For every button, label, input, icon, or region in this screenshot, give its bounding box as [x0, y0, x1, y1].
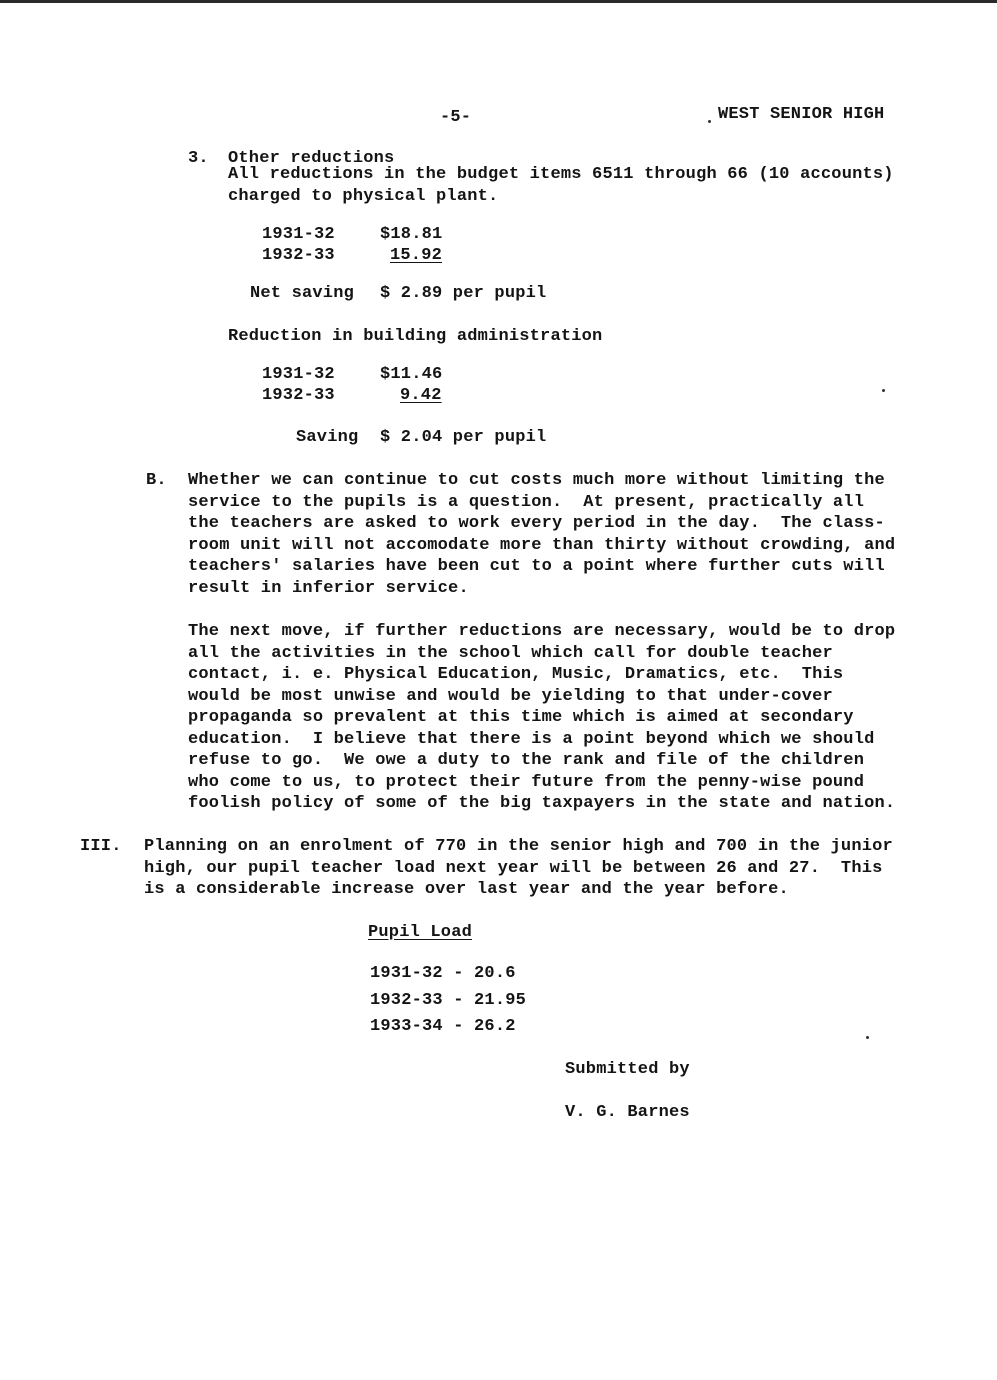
paragraph-line: teachers' salaries have been cut to a point where further cuts will [188, 557, 885, 576]
saving-value: $ 2.04 per pupil [380, 428, 547, 447]
paragraph-line: foolish policy of some of the big taxpayers in the state and nation. [188, 794, 896, 813]
paragraph-line: who come to us, to protect their future from the penny-wise pound [188, 773, 865, 792]
scan-speck [708, 120, 711, 123]
body-line: All reductions in the budget items 6511 through 66 (10 accounts) [228, 165, 894, 184]
top-edge-rule [0, 0, 997, 3]
pupil-load-row: 1933-34 - 26.2 [370, 1017, 516, 1036]
section-label: III. [80, 837, 122, 856]
body-line: charged to physical plant. [228, 187, 499, 206]
section-title: Other reductions [228, 149, 395, 168]
cost-value: $18.81 [380, 225, 443, 244]
paragraph-line: Whether we can continue to cut costs much more without limiting the [188, 471, 885, 490]
cost-value: $11.46 [380, 365, 443, 384]
pupil-load-row: 1931-32 - 20.6 [370, 964, 516, 983]
year-label: 1931-32 [262, 365, 335, 384]
paragraph-line: contact, i. e. Physical Education, Music, Dramatics, etc. This [188, 665, 844, 684]
paragraph-line: result in inferior service. [188, 579, 469, 598]
page-number: -5- [440, 108, 472, 127]
paragraph-line: education. I believe that there is a point beyond which we should [188, 730, 875, 749]
paragraph-line: all the activities in the school which call for double teacher [188, 644, 833, 663]
cost-value: 15.92 [390, 246, 443, 265]
year-label: 1932-33 [262, 386, 335, 405]
author-name: V. G. Barnes [565, 1103, 690, 1122]
section-label: B. [146, 471, 167, 490]
paragraph-line: service to the pupils is a question. At present, practically all [188, 493, 865, 512]
subsection-title: Reduction in building administration [228, 327, 603, 346]
paragraph-line: room unit will not accomodate more than thirty without crowding, and [188, 536, 896, 555]
paragraph-line: propaganda so prevalent at this time which is aimed at secondary [188, 708, 854, 727]
pupil-load-row: 1932-33 - 21.95 [370, 991, 527, 1010]
scan-speck [882, 389, 885, 392]
year-label: 1932-33 [262, 246, 335, 265]
paragraph-line: is a considerable increase over last year and the year before. [144, 880, 789, 899]
paragraph-line: high, our pupil teacher load next year will be between 26 and 27. This [144, 859, 883, 878]
submitted-by: Submitted by [565, 1060, 690, 1079]
saving-value: $ 2.89 per pupil [380, 284, 547, 303]
paragraph-line: The next move, if further reductions are necessary, would be to drop [188, 622, 896, 641]
year-label: 1931-32 [262, 225, 335, 244]
saving-label: Saving [296, 428, 359, 447]
item-number: 3. [188, 149, 209, 168]
paragraph-line: the teachers are asked to work every period in the day. The class- [188, 514, 885, 533]
paragraph-line: refuse to go. We owe a duty to the rank and file of the children [188, 751, 865, 770]
scan-speck [866, 1036, 869, 1039]
paragraph-line: Planning on an enrolment of 770 in the senior high and 700 in the junior [144, 837, 893, 856]
cost-value: 9.42 [400, 386, 442, 405]
school-header: WEST SENIOR HIGH [718, 105, 885, 124]
saving-label: Net saving [250, 284, 355, 303]
pupil-load-title: Pupil Load [368, 923, 473, 942]
paragraph-line: would be most unwise and would be yielding to that under-cover [188, 687, 833, 706]
